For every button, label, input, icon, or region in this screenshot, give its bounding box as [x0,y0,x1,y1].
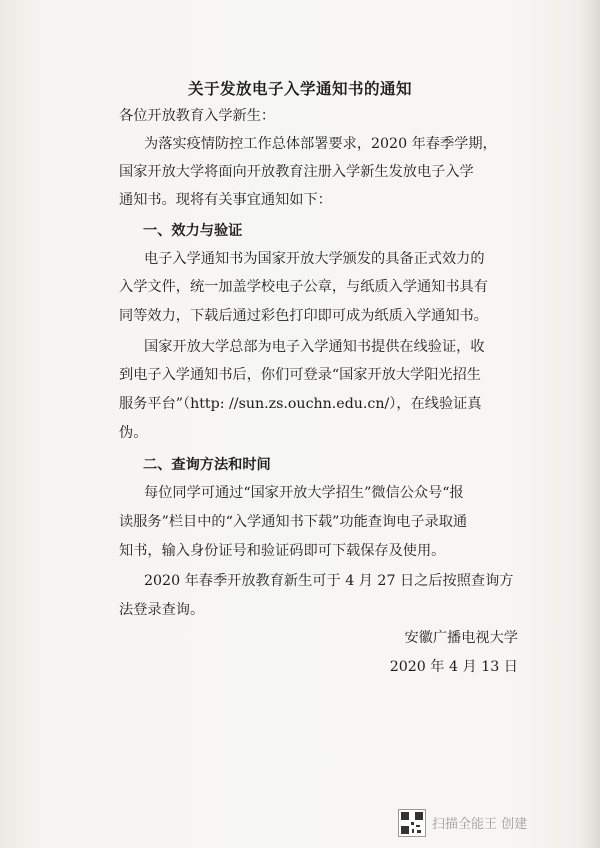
s1-p1-line-1: 电子入学通知书为国家开放大学颁发的具备正式效力的 [144,251,485,267]
qr-code-icon [398,809,426,837]
section-1-heading: 一、效力与验证 [143,223,243,239]
intro-line-2: 国家开放大学将面向开放教育注册入学新生发放电子入学 [119,164,474,180]
s1-p1-line-2: 入学文件，统一加盖学校电子公章，与纸质入学通知书具有 [119,279,488,295]
page-edge-shadow [578,0,600,848]
signature-date: 2020 年 4 月 13 日 [389,659,518,675]
s1-p2-line-2: 到电子入学通知书后，你们可登录“国家开放大学阳光招生 [119,367,481,383]
s2-p1-line-2: 读服务”栏目中的“入学通知书下载”功能查询电子录取通 [119,514,468,530]
scanner-watermark [398,807,578,837]
section-2-heading: 二、查询方法和时间 [143,457,271,473]
salutation: 各位开放教育入学新生： [119,108,276,124]
s1-p2-line-3: 服务平台”（http: //sun.zs.ouchn.edu.cn/），在线验证真 [119,396,482,412]
s2-p1-line-1: 每位同学可通过“国家开放大学招生”微信公众号“报 [144,485,464,501]
intro-line-3: 通知书。现将有关事宜通知如下： [119,192,332,208]
s2-p2-line-1: 2020 年春季开放教育新生可于 4 月 27 日之后按照查询方 [144,573,514,589]
s2-p1-line-3: 知书，输入身份证号和验证码即可下载保存及使用。 [119,543,446,559]
s1-p2-line-4: 伪。 [119,425,148,441]
s2-p2-line-2: 法登录查询。 [119,602,205,618]
s1-p1-line-3: 同等效力，下载后通过彩色打印即可成为纸质入学通知书。 [119,308,488,324]
signature-org: 安徽广播电视大学 [404,630,518,646]
notice-title: 关于发放电子入学通知书的通知 [187,80,412,98]
scanner-watermark-text: 扫描全能王 创建 [432,817,528,832]
s1-p2-line-1: 国家开放大学总部为电子入学通知书提供在线验证，收 [144,339,485,355]
intro-line-1: 为落实疫情防控工作总体部署要求，2020 年春季学期， [144,136,497,152]
